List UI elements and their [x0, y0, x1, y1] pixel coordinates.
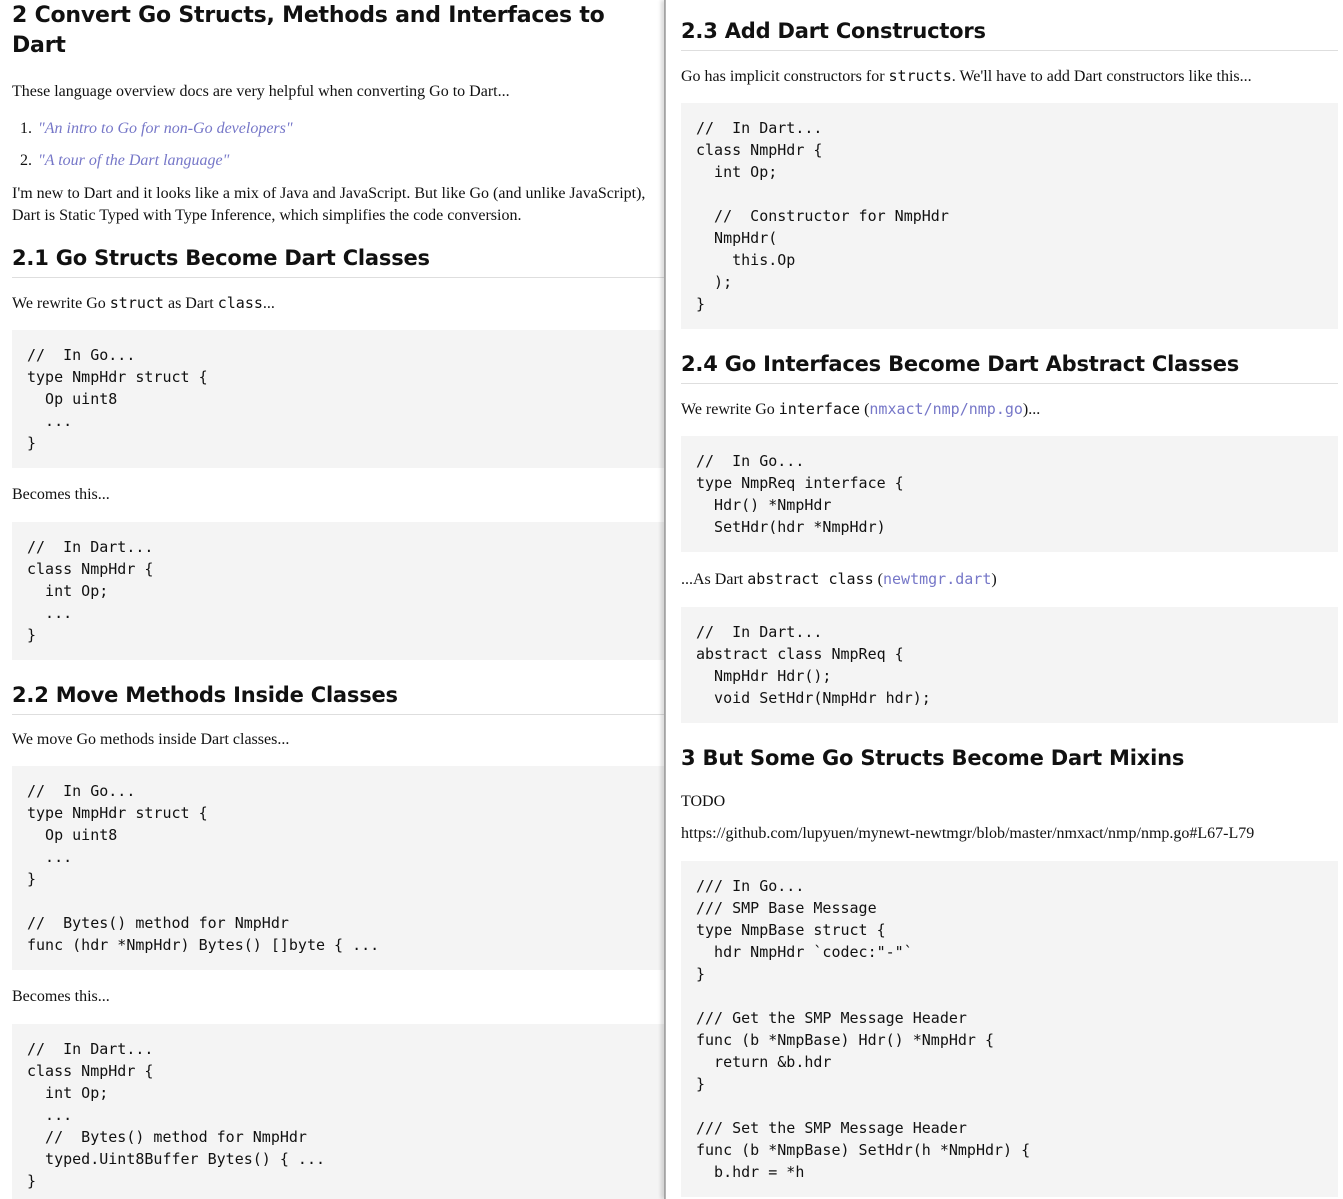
- inline-code-structs: structs: [888, 67, 952, 85]
- text: as Dart: [163, 295, 218, 312]
- code-block-2-4-dart: // In Dart... abstract class NmpReq { NmpHdr Hdr(); void SetHdr(NmpHdr hdr);: [681, 607, 1338, 723]
- heading-2-1: 2.1 Go Structs Become Dart Classes: [12, 243, 664, 278]
- url-paragraph: https://github.com/lupyuen/mynewt-newtmgr/blob/master/nmxact/nmp/nmp.go#L67-L79: [681, 825, 1255, 842]
- text: ...As Dart: [681, 571, 748, 588]
- docs-list-item: [20, 145, 664, 177]
- text: )...: [1022, 401, 1041, 418]
- text: ): [991, 571, 997, 588]
- link-nmp-go[interactable]: [869, 401, 1023, 418]
- becomes-paragraph-2: Becomes this...: [12, 988, 110, 1005]
- inline-code-struct: struct: [109, 294, 164, 312]
- left-page: [0, 0, 664, 1199]
- paragraph-2-4: [681, 398, 1338, 421]
- text: (: [873, 571, 883, 588]
- text: ...: [262, 295, 275, 312]
- text: (: [860, 401, 870, 418]
- text: We rewrite Go: [12, 295, 110, 312]
- heading-2-3: 2.3 Add Dart Constructors: [681, 16, 1338, 51]
- code-block-2-4-go: // In Go... type NmpReq interface { Hdr() *NmpHdr SetHdr(hdr *NmpHdr): [681, 436, 1338, 552]
- heading-section-2: 2 Convert Go Structs, Methods and Interfaces to Dart: [12, 3, 605, 58]
- todo-paragraph: TODO: [681, 793, 726, 810]
- paragraph-2-1: [12, 292, 664, 315]
- link-go-intro[interactable]: "An intro to Go for non-Go developers": [38, 120, 293, 137]
- docs-list: [12, 113, 664, 177]
- list-number: 2.: [20, 152, 32, 169]
- dart-note-paragraph: I'm new to Dart and it looks like a mix of Java and JavaScript. But like Go (and unlike JavaScript), Dart is Static Typed with Type Inference, which simplifies the code conversion.: [12, 185, 646, 224]
- list-number: 1.: [20, 120, 32, 137]
- text: We rewrite Go: [681, 401, 779, 418]
- heading-2-2: 2.2 Move Methods Inside Classes: [12, 680, 664, 715]
- heading-3: 3 But Some Go Structs Become Dart Mixins: [681, 746, 1185, 770]
- code-block-2-3-dart: // In Dart... class NmpHdr { int Op; // Constructor for NmpHdr NmpHdr( this.Op ); }: [681, 103, 1338, 329]
- right-page: [666, 0, 1343, 1199]
- link-newtmgr-dart-text: newtmgr.dart: [882, 570, 992, 588]
- inline-code-class: class: [217, 294, 263, 312]
- link-nmp-go-text: nmxact/nmp/nmp.go: [869, 400, 1023, 418]
- text: . We'll have to add Dart constructors like this...: [951, 68, 1252, 85]
- code-block-3-go: /// In Go... /// SMP Base Message type NmpBase struct { hdr NmpHdr `codec:"-"` } /// Get the SMP Message Header func (b *NmpBase) Hdr() *NmpHdr { return &b.hdr } /// Set the SMP Message Header func (b *NmpBase) SetHdr(h *NmpHdr) { b.hdr = *h: [681, 861, 1338, 1197]
- paragraph-2-4-dart: [681, 568, 1338, 591]
- code-block-2-2-dart: // In Dart... class NmpHdr { int Op; ... // Bytes() method for NmpHdr typed.Uint8Buffer Bytes() { ... }: [12, 1024, 664, 1199]
- link-newtmgr-dart[interactable]: [883, 571, 991, 588]
- intro-paragraph: These language overview docs are very helpful when converting Go to Dart...: [12, 83, 510, 100]
- inline-code-interface: interface: [778, 400, 861, 418]
- inline-code-abstract-class: abstract class: [747, 570, 874, 588]
- docs-list-item: [20, 113, 664, 145]
- code-block-2-1-dart: // In Dart... class NmpHdr { int Op; ... }: [12, 522, 664, 660]
- paragraph-2-3: [681, 65, 1338, 88]
- becomes-paragraph-1: Becomes this...: [12, 486, 110, 503]
- paragraph-2-2: We move Go methods inside Dart classes...: [12, 731, 290, 748]
- code-block-2-2-go: // In Go... type NmpHdr struct { Op uint8 ... } // Bytes() method for NmpHdr func (hdr *NmpHdr) Bytes() []byte { ...: [12, 766, 664, 970]
- text: Go has implicit constructors for: [681, 68, 889, 85]
- code-block-2-1-go: // In Go... type NmpHdr struct { Op uint8 ... }: [12, 330, 664, 468]
- heading-2-4: 2.4 Go Interfaces Become Dart Abstract Classes: [681, 349, 1338, 384]
- link-dart-tour[interactable]: "A tour of the Dart language": [38, 152, 230, 169]
